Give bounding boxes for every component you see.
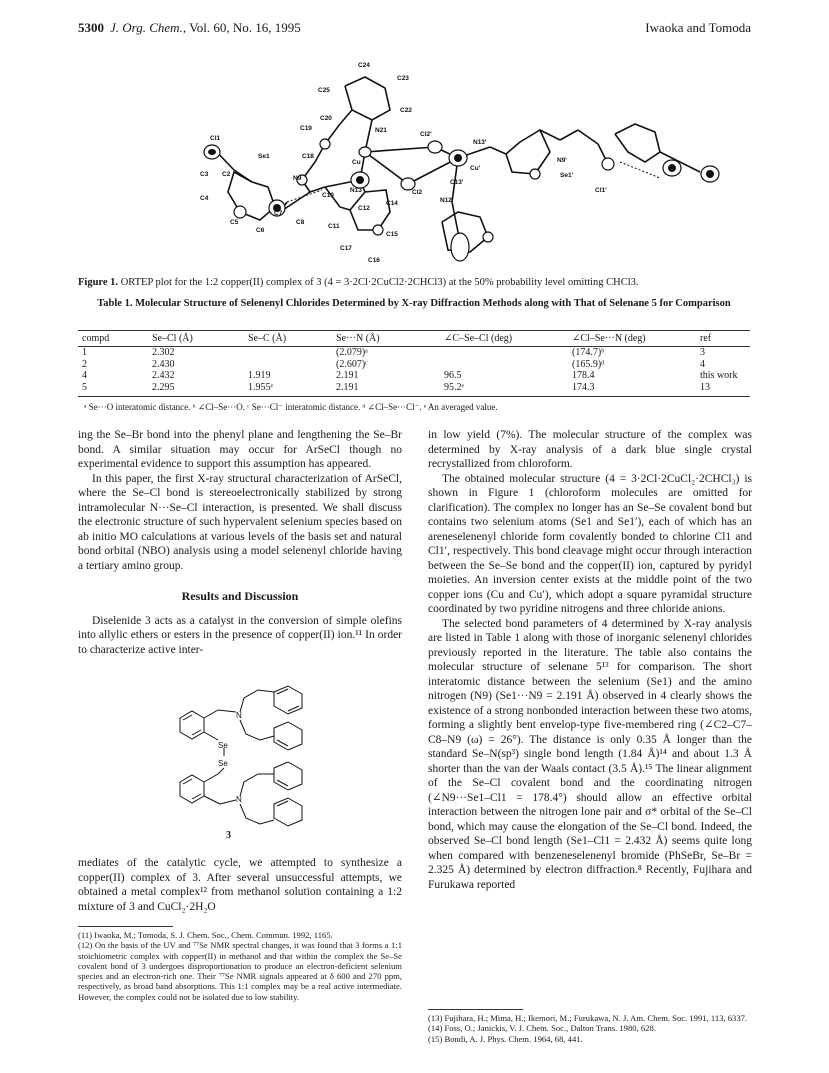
atom-label: C16 [368,257,380,264]
footnote: (13) Fujihara, H.; Mima, H.; Ikemori, M.; Furukawa, N. J. Am. Chem. Soc. 1991, 113, 6337. [428,1013,748,1023]
table-cell: 95.2ᵉ [440,382,568,397]
table-cell: 2 [82,358,87,370]
atom-label: Cl1 [210,135,221,142]
atom-label: Cl2 [412,189,423,196]
atom-label: C25 [318,87,330,94]
table-cell: 1.919 [248,370,271,381]
atom-label: C11 [328,223,340,230]
atom-label: C7 [274,210,283,217]
table-row [78,382,750,397]
page-number: 5300 [78,20,104,35]
table-row [78,359,750,371]
running-header [78,20,751,38]
footnotes-right [428,1013,752,1044]
table-cell: 2.430 [152,358,175,370]
atom-label: Se1' [560,172,574,179]
left-column-top [78,428,402,657]
atom-label: C24 [358,62,370,69]
paragraph: In this paper, the first X-ray structural characterization of ArSeCl, where the Se–Cl bond is stereoelectronically stabilized by strong intramolecular N···Se–Cl interaction, is presented. We shall discuss the electronic structure of such hypervalent selenium species based on ab initio MO calculations at various levels of the basis set and natural bond orbital (NBO) analysis using a model selenenyl chloride having a tertiary amino group. [78,472,402,572]
atom-label: N12' [440,197,454,204]
col-header: ref [696,331,750,347]
atom-label: N21 [375,127,387,134]
atom-label: C19 [300,125,312,132]
left-column-bottom [78,856,402,914]
footnote: (15) Bondi, A. J. Phys. Chem. 1964, 68, 441. [428,1033,583,1044]
table-cell: 13 [696,382,750,397]
table-cell: (165.9)ᵈ [572,358,605,370]
paragraph: Diselenide 3 acts as a catalyst in the conversion of simple olefins into allylic ethers or esters in the presence of copper(II) ion.¹¹ In order to characterize active inter- [78,614,402,656]
atom-label: C12 [358,205,370,212]
footnote-rule [428,1009,523,1010]
table-cell: (174.7)ᵇ [572,347,605,358]
atom-label: C20 [320,115,332,122]
atom-label: C4 [200,195,209,202]
table-cell: this work [700,370,738,381]
footnote: (11) Iwaoka, M.; Tomoda, S. J. Chem. Soc., Chem. Commun. 1992, 1165. [78,930,333,940]
data-table [78,330,750,397]
atom-label: C22 [400,107,412,114]
table-cell [244,347,332,359]
header-left [78,20,301,36]
col-header: Se···N (Å) [332,331,440,347]
table-cell: 2.302 [152,347,175,358]
atom-label: C18 [302,153,314,160]
table-cell: 2.295 [148,382,244,397]
atom-label: N13' [473,139,487,146]
atom-label: Se [218,741,228,750]
table-cell: 5 [78,382,148,397]
table-cell: 2.191 [336,370,359,381]
atom-label: Se1 [258,153,270,160]
atom-label: C23 [397,75,409,82]
table-cell: 4 [82,370,87,381]
table-cell [440,359,568,371]
table-cell: (2.607)ᶜ [336,358,368,370]
table-cell: 2.191 [332,382,440,397]
table-caption: Table 1. Molecular Structure of Selenenyl Chlorides Determined by X-ray Diffraction Methods along with That of Selenane 5 for Comparison [97,298,731,309]
footnote: (12) On the basis of the UV and ⁷⁷Se NMR spectral changes, it was found that 3 forms a 1:1 stoichiometric complex with copper(II) in methanol and that within the complex the Se–Se covalent bond of 3 undergoes disproportionation to produce an electron-deficient selenium species and an electron-rich one. Their ⁷⁷Se NMR signals appeared at δ 600 and 270 ppm, respectively, as broad band absorptions. This 1:1 complex may be a real active intermediate. However, the complex could not be isolated due to low stability. [78,940,402,1002]
volume-info: , Vol. 60, No. 16, 1995 [182,20,301,35]
table-cell: 178.4 [572,370,595,381]
table-cell [244,359,332,371]
atom-label: Cl1' [595,187,607,194]
atom-label: C15 [386,231,398,238]
table-cell: (2.079)ᵃ [336,347,368,358]
table-cell: 1.955ᵉ [244,382,332,397]
figure-caption [78,277,758,288]
atom-label: N9' [557,157,567,164]
atom-label: Cl2' [420,131,432,138]
compound-label: 3 [226,830,231,841]
footnote: (14) Foss, O.; Janickis, V. J. Chem. Soc., Dalton Trans. 1980, 628. [428,1023,656,1034]
table-row [78,370,750,382]
ortep-figure [190,52,750,274]
atom-label: N13 [350,187,362,194]
table-row [78,347,750,359]
atom-label: Cu' [470,165,481,172]
table-cell [440,347,568,359]
table-cell: 4 [700,358,705,370]
table-cell: 96.5 [444,370,462,381]
col-header: ∠C–Se–Cl (deg) [440,331,568,347]
table-cell: 1 [82,347,87,358]
paragraph: The selected bond parameters of 4 determined by X-ray analysis are listed in Table 1 along with those of inorganic selenenyl chlorides previously reported in the literature. The table also contains the molecular structure of selenane 5¹³ for comparison. The short interatomic distance between the selenium (Se1) and the amino nitrogen (N9) (Se1···N9 = 2.191 Å) observed in 4 clearly shows the existence of a strong nonbonded interaction between these two atoms, forming a slightly bent envelop-type five-membered ring (∠C2–C7–C8–N9 (ω) = 26°). The distance is only 0.35 Å longer than the standard Se–N(sp³) single bond length (1.84 Å)¹⁴ and about 1.3 Å shorter than the van der Waals contact (3.5 Å).¹⁵ The linear alignment of the Se–Cl covalent bond and the coordinating nitrogen (∠N9···Se1–Cl1 = 178.4°) should allow an effective orbital interaction between the nitrogen lone pair and σ* orbital of the Se–Cl bond, which may cause the elongation of the Se–Cl bond. Indeed, the observed Se–Cl bond length (Se1–Cl1 = 2.432 Å) seems quite long when compared with benzeneselenenyl bromide (PhSeBr, Se–Br = 2.325 Å) determined by electron diffraction.⁸ Recently, Fujihara and Furukawa reported [428,617,752,891]
paragraph: ing the Se–Br bond into the phenyl plane and lengthening the Se–Br bond. A similar situation may occur for ArSeCl though no experimental evidence to support this assumption has appeared. [78,429,402,470]
col-header: compd [78,331,148,347]
col-header: ∠Cl–Se···N (deg) [568,331,696,347]
atom-label: Cu [352,159,361,166]
table-footnote: ᵃ Se···O interatomic distance. ᵇ ∠Cl–Se···O. ᶜ Se···Cl⁻ interatomic distance. ᵈ ∠Cl–Se···Cl⁻. ᵉ An averaged value. [84,402,498,412]
atom-label: C6 [256,227,265,234]
compound-3-structure [160,682,340,832]
table-cell: 174.3 [568,382,696,397]
footnotes-left [78,930,402,1002]
atom-label: C14 [386,200,398,207]
atom-label: N [236,795,242,804]
atom-label: C8 [296,219,305,226]
atom-label: Se [218,759,228,768]
atom-label: C5 [230,219,239,226]
atom-label: C3 [200,171,209,178]
section-heading: Results and Discussion [181,589,299,603]
col-header: Se–C (Å) [244,331,332,347]
table-header-row [78,331,750,347]
paragraph: The obtained molecular structure (4 = 3·2Cl·2CuCl₂·2CHCl₃) is shown in Figure 1 (chloroform molecules are omitted for clarification). The complex no longer has an Se–Se covalent bond but contains two selenium atoms (Se1 and Se1′), each of which has an areneselenenyl chloride form covalently bonded to chlorine Cl1 and Cl1′, respectively. This bond cleavage might occur through interaction between the Se–Se bond and the copper(II) ion, captured by pyridyl moieties. An inversion center exists at the middle point of the two copper ions (Cu and Cu′), which adopt a square pyramidal structure coordinated by two pyridine nitrogens and three chloride anions. [428,472,752,615]
journal-name: J. Org. Chem. [110,20,183,35]
atom-label: C13' [450,179,464,186]
table-cell: 2.432 [152,370,175,381]
col-header: Se–Cl (Å) [148,331,244,347]
atom-label: N9 [293,175,302,182]
figure-caption-label: Figure 1. [78,277,119,288]
header-authors: Iwaoka and Tomoda [645,20,751,35]
atom-label: C2 [222,171,231,178]
paragraph: mediates of the catalytic cycle, we attempted to synthesize a copper(II) complex of 3. After several unsuccessful attempts, we obtained a metal complex¹² from methanol solution containing a 1:2 mixture of 3 and CuCl₂·2H₂O [78,857,402,913]
footnote-rule [78,926,173,927]
right-column [428,428,752,892]
atom-label: C17 [340,245,352,252]
table-cell: 3 [700,347,705,358]
atom-label: C10 [322,192,334,199]
atom-label: N [236,711,242,720]
paragraph: in low yield (7%). The molecular structure of the complex was determined by X-ray analysis of a dark blue single crystal recrystallized from chloroform. [428,429,752,470]
figure-caption-text: ORTEP plot for the 1:2 copper(II) complex of 3 (4 = 3·2Cl·2CuCl2·2CHCl3) at the 50% probability level omitting CHCl3. [120,277,639,288]
